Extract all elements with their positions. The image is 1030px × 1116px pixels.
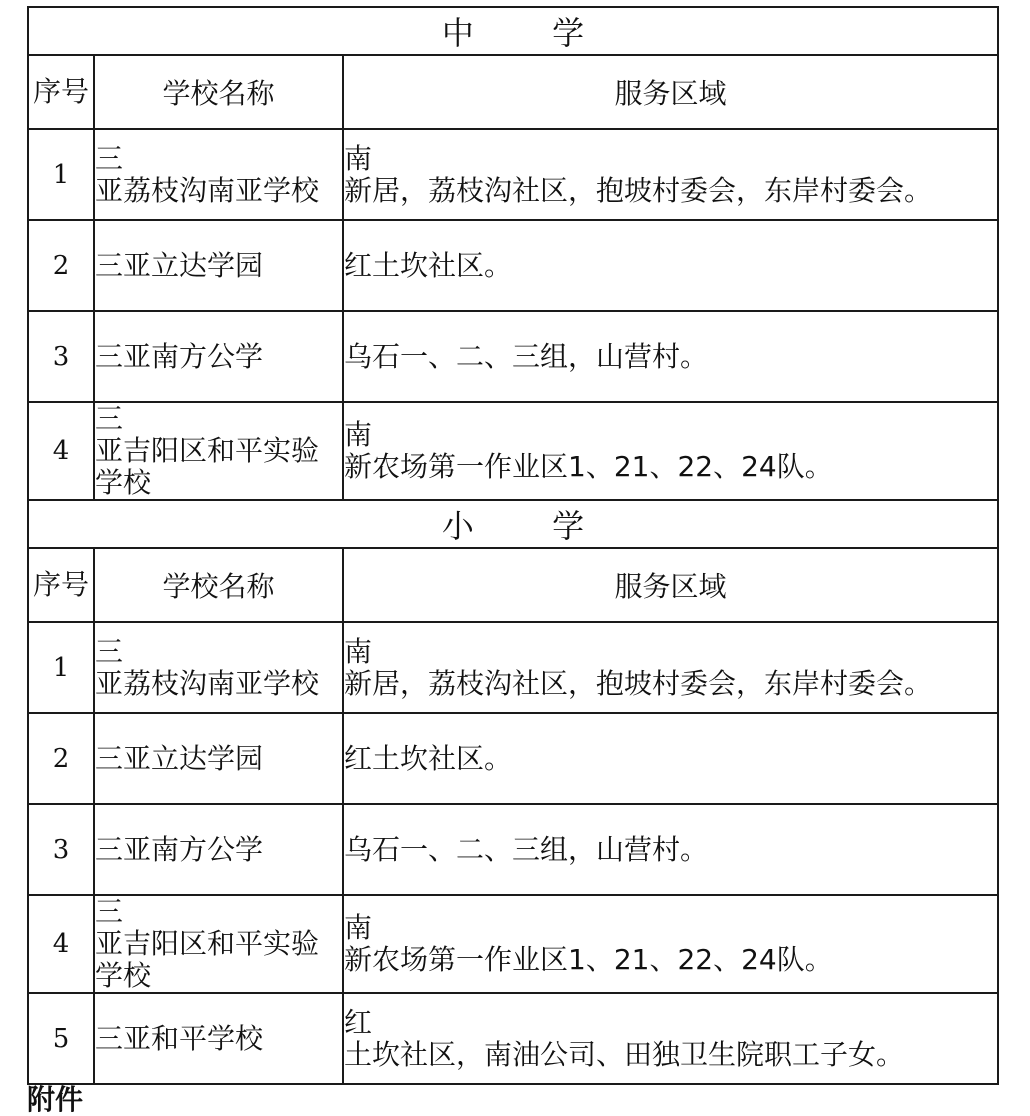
wrapped-line: 南 xyxy=(344,911,373,944)
row-number: 3 xyxy=(28,311,94,402)
section-title xyxy=(28,7,998,55)
wrapped-line: 南 xyxy=(344,141,373,175)
column-header-row xyxy=(28,55,998,129)
wrapped-line: 亚吉阳区和平实验学校 xyxy=(95,927,320,992)
section-header-row xyxy=(28,7,998,55)
service-area xyxy=(343,993,998,1084)
row-number: 3 xyxy=(28,804,94,895)
section-title-text: 小 学 xyxy=(441,507,619,545)
school-name: 三亚南方公学 xyxy=(94,804,343,895)
wrapped-line: 新农场第一作业区1、21、22、24队。 xyxy=(344,450,833,483)
school-name: 三亚立达学园 xyxy=(94,220,343,311)
wrapped-line: 三 xyxy=(95,141,124,175)
table-row xyxy=(28,402,998,500)
service-area: 乌石一、二、三组，山营村。 xyxy=(343,804,998,895)
wrapped-line: 新居，荔枝沟社区，抱坡村委会，东岸村委会。 xyxy=(344,666,933,700)
wrapped-line: 亚荔枝沟南亚学校 xyxy=(95,666,320,700)
column-header-row xyxy=(28,548,998,622)
school-name xyxy=(94,895,343,993)
wrapped-line: 三 xyxy=(95,634,124,668)
wrapped-line: 亚吉阳区和平实验学校 xyxy=(95,434,320,499)
row-number: 2 xyxy=(28,713,94,804)
table-row xyxy=(28,129,998,220)
service-area xyxy=(343,402,998,500)
service-area: 红土坎社区。 xyxy=(343,220,998,311)
row-number: 2 xyxy=(28,220,94,311)
wrapped-line: 三 xyxy=(95,402,124,435)
wrapped-line: 土坎社区，南油公司、田独卫生院职工子女。 xyxy=(344,1037,905,1071)
school-name-header: 学校名称 xyxy=(94,55,343,129)
wrapped-line: 亚荔枝沟南亚学校 xyxy=(95,173,320,207)
service-area xyxy=(343,129,998,220)
school-zone-table xyxy=(27,6,999,1085)
seq-header: 序号 xyxy=(28,548,94,622)
service-area xyxy=(343,895,998,993)
service-area-header: 服务区域 xyxy=(343,55,998,129)
table-row xyxy=(28,804,998,895)
wrapped-line: 三 xyxy=(95,895,124,928)
wrapped-line: 南 xyxy=(344,634,373,668)
school-name: 三亚和平学校 xyxy=(94,993,343,1084)
cut-off-footer-text: 附件 xyxy=(27,1083,84,1116)
wrapped-line: 新农场第一作业区1、21、22、24队。 xyxy=(344,943,833,976)
row-number: 5 xyxy=(28,993,94,1084)
table-row xyxy=(28,622,998,713)
school-name: 三亚南方公学 xyxy=(94,311,343,402)
row-number: 1 xyxy=(28,129,94,220)
service-area-header: 服务区域 xyxy=(343,548,998,622)
section-header-row xyxy=(28,500,998,548)
table-row xyxy=(28,713,998,804)
section-title-text: 中 学 xyxy=(441,14,619,52)
row-number: 4 xyxy=(28,895,94,993)
school-name xyxy=(94,622,343,713)
table-row xyxy=(28,311,998,402)
wrapped-line: 南 xyxy=(344,418,373,451)
wrapped-line: 新居，荔枝沟社区，抱坡村委会，东岸村委会。 xyxy=(344,173,933,207)
service-area xyxy=(343,622,998,713)
service-area: 乌石一、二、三组，山营村。 xyxy=(343,311,998,402)
section-title xyxy=(28,500,998,548)
service-area: 红土坎社区。 xyxy=(343,713,998,804)
school-name xyxy=(94,402,343,500)
row-number: 1 xyxy=(28,622,94,713)
school-name: 三亚立达学园 xyxy=(94,713,343,804)
wrapped-line: 红 xyxy=(344,1005,373,1039)
row-number: 4 xyxy=(28,402,94,500)
seq-header: 序号 xyxy=(28,55,94,129)
table-row xyxy=(28,993,998,1084)
school-name-header: 学校名称 xyxy=(94,548,343,622)
table-row xyxy=(28,220,998,311)
school-name xyxy=(94,129,343,220)
table-row xyxy=(28,895,998,993)
